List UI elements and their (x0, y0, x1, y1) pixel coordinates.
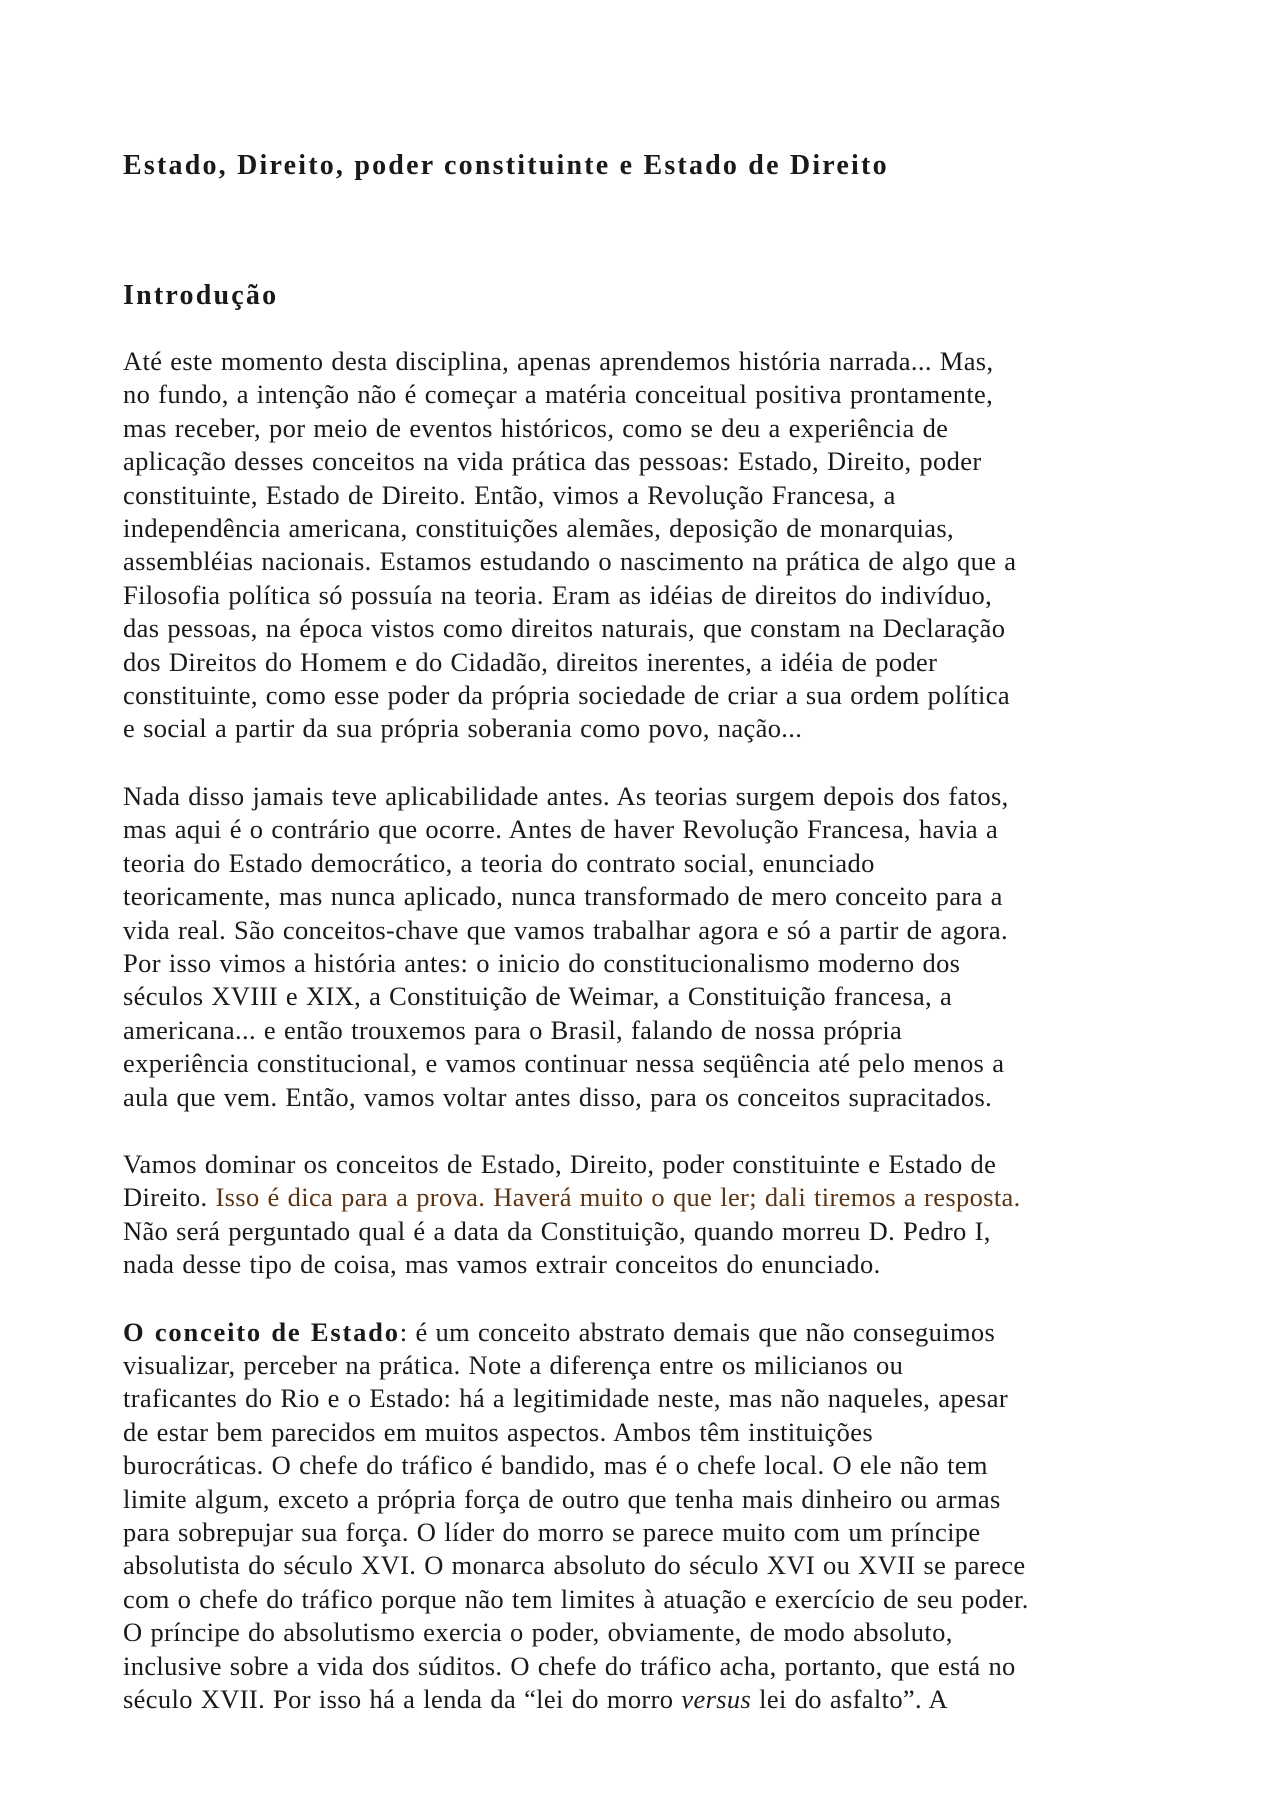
text-fragment: século XVII. Por isso há a lenda da “lei do morro (123, 1684, 682, 1715)
text-line: traficantes do Rio e o Estado: há a legitimidade neste, mas não naqueles, apesar (123, 1383, 1009, 1414)
text-line (123, 1316, 1183, 1349)
text-line: vida real. São conceitos-chave que vamos trabalhar agora e só a partir de agora. (123, 914, 1008, 945)
text-line: mas receber, por meio de eventos históricos, como se deu a experiência de (123, 412, 949, 443)
text-line: Não será perguntado qual é a data da Constituição, quando morreu D. Pedro I, (123, 1215, 991, 1246)
text-line: das pessoas, na época vistos como direitos naturais, que constam na Declaração (123, 613, 1006, 644)
text-fragment: : é um conceito abstrato demais que não conseguimos (399, 1316, 996, 1347)
bold-term: O conceito de Estado (123, 1316, 400, 1347)
text-line: Nada disso jamais teve aplicabilidade antes. As teorias surgem depois dos fatos, (123, 780, 1009, 811)
text-line: nada desse tipo de coisa, mas vamos extrair conceitos do enunciado. (123, 1249, 881, 1280)
paragraph-2 (123, 780, 1183, 1114)
document-title: Estado, Direito, poder constituinte e Estado de Direito (123, 150, 889, 181)
text-line: Vamos dominar os conceitos de Estado, Direito, poder constituinte e Estado de (123, 1148, 997, 1179)
text-line (123, 1181, 1183, 1214)
text-fragment: lei do asfalto”. A (751, 1684, 949, 1715)
text-line: inclusive sobre a vida dos súditos. O chefe do tráfico acha, portanto, que está no (123, 1650, 1016, 1681)
paragraph-3 (123, 1148, 1183, 1282)
text-line: aula que vem. Então, vamos voltar antes disso, para os conceitos supracitados. (123, 1081, 993, 1112)
paragraph-1 (123, 345, 1183, 746)
italic-text: versus (681, 1684, 752, 1715)
text-line: Por isso vimos a história antes: o inicio do constitucionalismo moderno dos (123, 947, 961, 978)
text-line: com o chefe do tráfico porque não tem limites à atuação e exercício de seu poder. (123, 1583, 1029, 1614)
text-line: teoricamente, mas nunca aplicado, nunca transformado de mero conceito para a (123, 881, 1003, 912)
text-line: Filosofia política só possuía na teoria. Eram as idéias de direitos do indivíduo, (123, 579, 993, 610)
text-line: no fundo, a intenção não é começar a matéria conceitual positiva prontamente, (123, 379, 994, 410)
text-fragment: Direito. (123, 1182, 216, 1213)
text-line: visualizar, perceber na prática. Note a diferença entre os milicianos ou (123, 1349, 904, 1380)
highlighted-text: Isso é dica para a prova. Haverá muito o que ler; dali tiremos a resposta. (215, 1182, 1021, 1213)
text-line: constituinte, Estado de Direito. Então, vimos a Revolução Francesa, a (123, 479, 896, 510)
body-text (123, 345, 1183, 1750)
text-line: aplicação desses conceitos na vida prática das pessoas: Estado, Direito, poder (123, 446, 982, 477)
text-line: constituinte, como esse poder da própria sociedade de criar a sua ordem política (123, 680, 1010, 711)
text-line (123, 1683, 1183, 1716)
text-line: e social a partir da sua própria soberania como povo, nação... (123, 713, 803, 744)
text-line: de estar bem parecidos em muitos aspectos. Ambos têm instituições (123, 1416, 874, 1447)
text-line: O príncipe do absolutismo exercia o poder, obviamente, de modo absoluto, (123, 1617, 953, 1648)
text-line: teoria do Estado democrático, a teoria do contrato social, enunciado (123, 847, 875, 878)
text-line: séculos XVIII e XIX, a Constituição de Weimar, a Constituição francesa, a (123, 981, 953, 1012)
text-line: limite algum, exceto a própria força de outro que tenha mais dinheiro ou armas (123, 1483, 1001, 1514)
section-heading-introducao: Introdução (123, 280, 279, 311)
text-line: para sobrepujar sua força. O líder do morro se parece muito com um príncipe (123, 1517, 981, 1547)
text-line: independência americana, constituições alemães, deposição de monarquias, (123, 513, 955, 544)
paragraph-4 (123, 1316, 1183, 1717)
text-line: americana... e então trouxemos para o Brasil, falando de nossa própria (123, 1014, 903, 1045)
text-line: burocráticas. O chefe do tráfico é bandido, mas é o chefe local. O ele não tem (123, 1450, 988, 1481)
text-line: mas aqui é o contrário que ocorre. Antes de haver Revolução Francesa, havia a (123, 814, 999, 845)
text-line: absolutista do século XVI. O monarca absoluto do século XVI ou XVII se parece (123, 1550, 1026, 1581)
text-line: dos Direitos do Homem e do Cidadão, direitos inerentes, a idéia de poder (123, 646, 938, 677)
text-line: experiência constitucional, e vamos continuar nessa seqüência até pelo menos a (123, 1048, 1005, 1079)
text-line: assembléias nacionais. Estamos estudando o nascimento na prática de algo que a (123, 546, 1017, 577)
text-line: Até este momento desta disciplina, apenas aprendemos história narrada... Mas, (123, 346, 994, 376)
